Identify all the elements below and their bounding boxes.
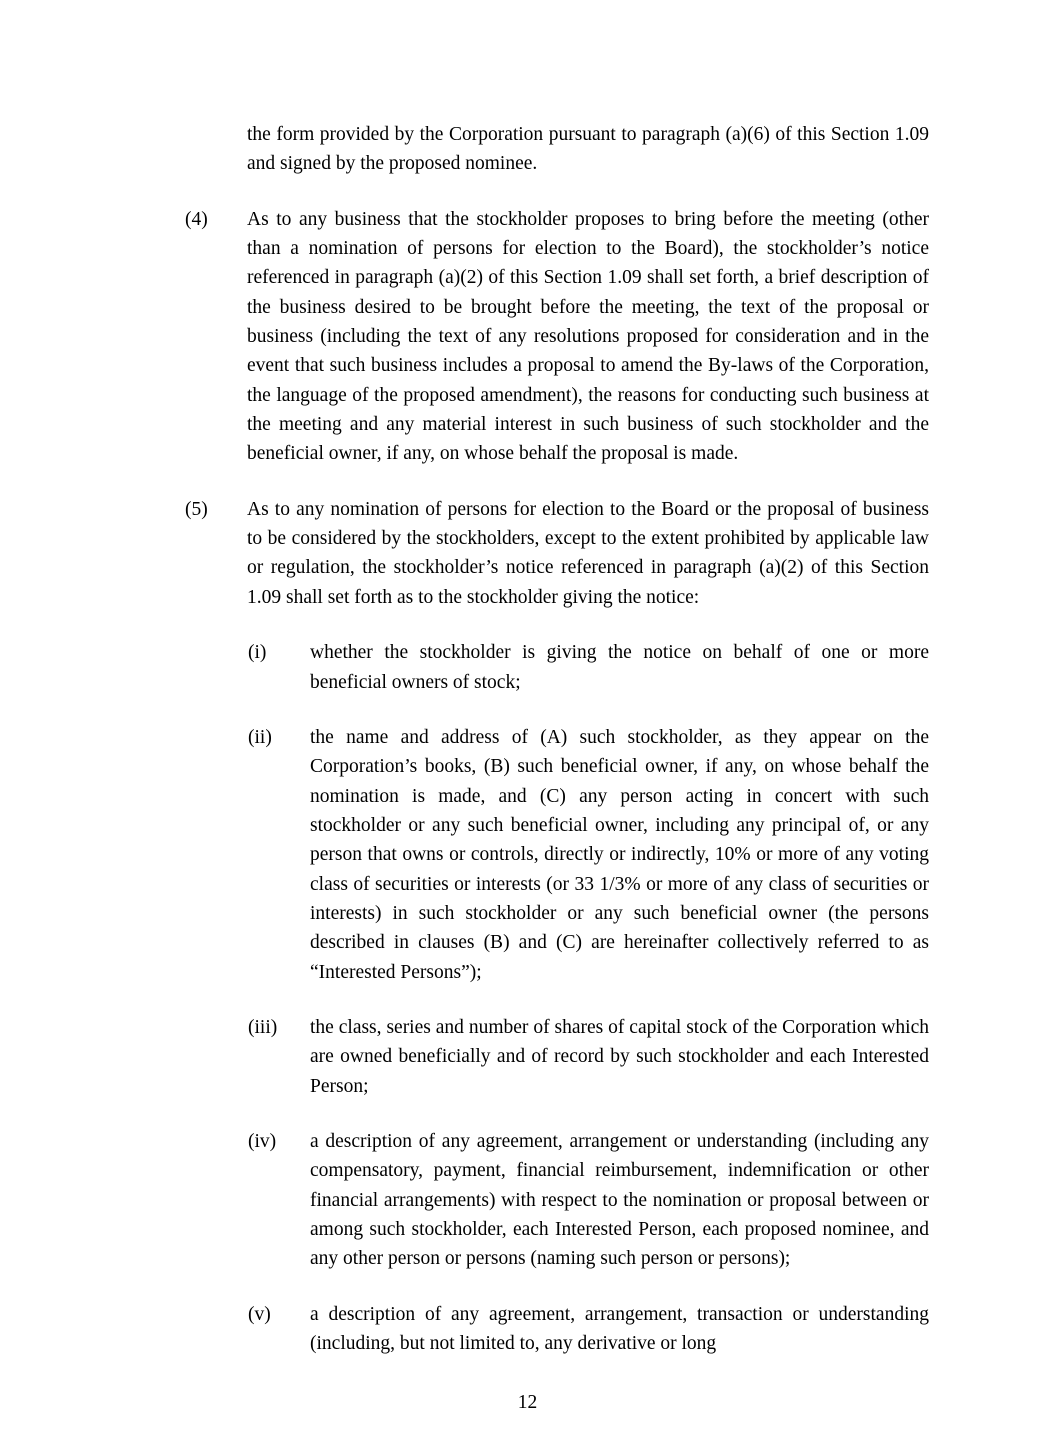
roman-item-v-marker: (v) xyxy=(248,1303,271,1325)
numbered-item-5-marker: (5) xyxy=(185,498,208,520)
numbered-item-5 xyxy=(185,495,929,612)
roman-item-iii-marker: (iii) xyxy=(248,1016,278,1038)
roman-item-i-text: whether the stockholder is giving the notice on behalf of one or more beneficial owners of stock; xyxy=(310,642,929,693)
roman-item-iii-text: the class, series and number of shares of capital stock of the Corporation which are owned beneficially and of record by such stockholder and each Interested Person; xyxy=(310,1016,929,1097)
continuation-paragraph xyxy=(247,120,929,179)
roman-item-v xyxy=(248,1300,929,1359)
roman-item-v-text: a description of any agreement, arrangement, transaction or understanding (including, but not limited to, any derivative or long xyxy=(310,1303,929,1355)
roman-item-ii-marker: (ii) xyxy=(248,726,272,748)
roman-item-ii xyxy=(248,723,929,987)
roman-item-iv-marker: (iv) xyxy=(248,1130,277,1152)
page-number: 12 xyxy=(517,1392,538,1414)
roman-item-iv xyxy=(248,1127,929,1274)
numbered-item-4-text: As to any business that the stockholder proposes to bring before the meeting (other than a nomination of persons for election to the Board), the stockholder’s notice referenced in paragraph (a)(2) of this Section 1.09 shall set forth, a brief description of the business desired to be brought before the meeting, the text of the proposal or business (including the text of any resolutions proposed for consideration and in the event that such business includes a proposal to amend the By-laws of the Corporation, the language of the proposed amendment), the reasons for conducting such business at the meeting and any material interest in such business of such stockholder and the beneficial owner, if any, on whose behalf the proposal is made. xyxy=(247,208,929,465)
roman-item-i-marker: (i) xyxy=(248,642,267,664)
numbered-item-4-marker: (4) xyxy=(185,208,208,230)
continuation-paragraph-text: the form provided by the Corporation pursuant to paragraph (a)(6) of this Section 1.09 and signed by the proposed nominee. xyxy=(247,124,929,175)
roman-item-i xyxy=(248,638,929,697)
numbered-item-4 xyxy=(185,205,929,469)
roman-item-iii xyxy=(248,1013,929,1101)
numbered-item-5-text: As to any nomination of persons for election to the Board or the proposal of business to be considered by the stockholders, except to the extent prohibited by applicable law or regulation, the stockholder’s notice referenced in paragraph (a)(2) of this Section 1.09 shall set forth as to the stockholder giving the notice: xyxy=(247,498,929,608)
roman-item-ii-text: the name and address of (A) such stockholder, as they appear on the Corporation’s books, (B) such beneficial owner, if any, on whose behalf the nomination is made, and (C) any person acting in concert with such stockholder or any such beneficial owner, including any principal of, or any person that owns or controls, directly or indirectly, 10% or more of any voting class of securities or interests (or 33 1/3% or more of any class of securities or interests) in such stockholder or any such beneficial owner (the persons described in clauses (B) and (C) are hereinafter collectively referred to as “Interested Persons”); xyxy=(310,726,929,983)
roman-item-iv-text: a description of any agreement, arrangement or understanding (including any compensatory, payment, financial reimbursement, indemnification or other financial arrangements) with respect to the nomination or proposal between or among such stockholder, each Interested Person, each proposed nominee, and any other person or persons (naming such person or persons); xyxy=(310,1130,929,1270)
document-body xyxy=(120,120,935,1358)
